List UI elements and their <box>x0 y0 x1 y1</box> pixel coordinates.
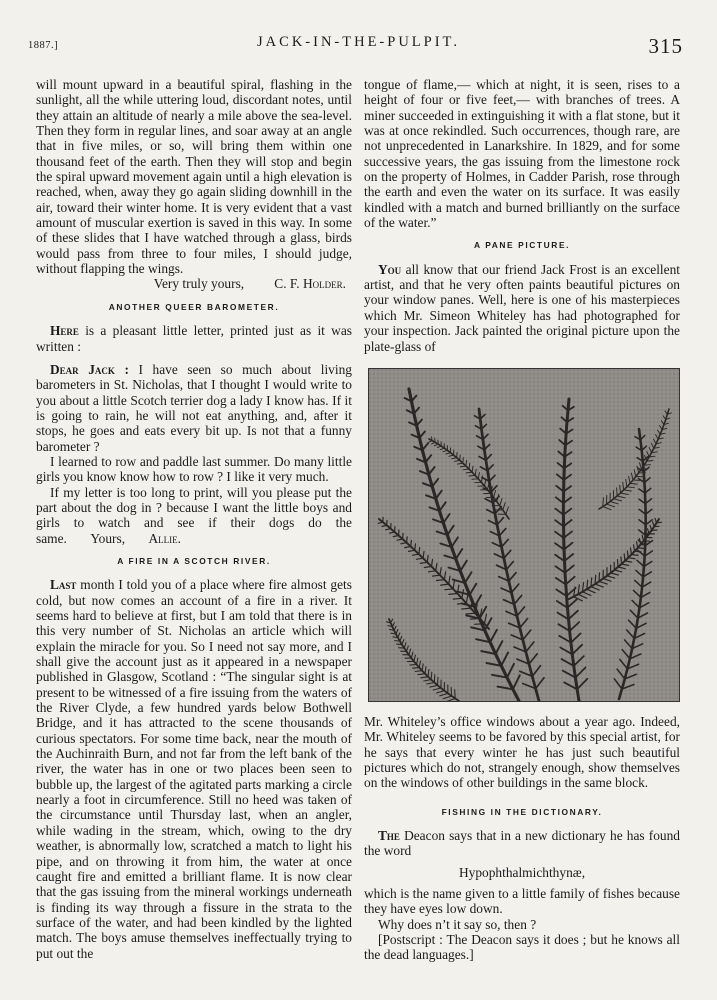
paragraph: Mr. Whiteley’s office windows about a year ago. Indeed, Mr. Whiteley seems to be favored by this special artist, for he says that every winter he has just such beautiful pictures which do not, strangely enough, show themselves on the windows of other buildings in the same block. <box>364 713 680 791</box>
frond-leaf <box>621 557 622 564</box>
letter-paragraph <box>36 485 352 546</box>
signature: C. F. Holder. <box>274 276 346 292</box>
letter-paragraph: I learned to row and paddle last summer. Do many little girls you know know how to row ? I like it very much. <box>36 453 352 485</box>
frond-leaf <box>455 690 456 699</box>
frond-leaf <box>618 559 619 566</box>
frond-leaf <box>627 551 628 558</box>
frond-leaf <box>453 598 462 599</box>
frost-fern-drawing <box>369 369 679 701</box>
paragraph-text: is a pleasant little letter, printed just as it was written : <box>36 323 352 354</box>
frond-leaf <box>466 613 475 614</box>
signature: Allie. <box>148 530 182 546</box>
paragraph <box>364 262 680 354</box>
frond-leaf <box>475 624 485 625</box>
left-column <box>36 77 352 961</box>
paragraph: which is the name given to a little family of fishes because they have eyes low down. <box>364 885 680 917</box>
paragraph-text: month I told you of a place where fire almost gets cold, but now comes an account of a fire in a river. It seems hard to believe at first, but I am told that there is in this very number of St. Nicholas an article which will explain the miracle for you. So I need not say more, and I shall give the account just as it appeared in a newspaper published in Glasgow, Scotland : “The singular sight is at present to be witnessed of a fire issuing from the waters of the River Clyde, a few hundred yards below Bothwell Bridge, and it has attracted to the scene thousands of curious spectators. For some time back, near the mouth of the Auchinraith Burn, and not far from the left bank of the river, the water has in one or two places been seen to bubble up, the largest of the agitated parts marking a circle nearly a foot in circumference. Still no heed was taken of the circumstance until Thursday last, when an angler, while wading in the stream, which, owing to the dry weather, is abnormally low, scratched a match to light his pipe, and on throwing it from him, the water at once caught fire and emitted a brilliant flame. It is now clear that the gas issuing from the mineral workings underneath is finding its way through a fissure in the strata to the surface of the water, and had been kindled by the lighted match. The boys amuse themselves ineffectually trying to put out the <box>36 577 352 961</box>
frond-leaf <box>595 575 596 584</box>
frond-leaf <box>457 603 466 604</box>
lead-word: Here <box>50 323 79 339</box>
frond-leaf <box>413 667 420 668</box>
paragraph-text: Deacon says that in a new dictionary he has found the word <box>364 827 680 859</box>
lead-word: Last <box>50 577 77 593</box>
frond-leaf <box>434 675 435 683</box>
postscript: [Postscript : The Deacon says it does ; but he knows all the dead languages.] <box>364 931 680 963</box>
paragraph-text: all know that our friend Jack Frost is an excellent artist, and that he very often paints beautiful pictures on your window panes. Well, here is one of his masterpieces which Mr. Simeon Whiteley has had photographed for your inspection. Jack painted the original picture upon the plate-glass of <box>364 261 680 354</box>
frond-leaf <box>432 437 433 441</box>
frond-leaf <box>393 637 398 638</box>
paragraph: will mount upward in a beautiful spiral, flashing in the sunlight, all the while uttering loud, discordant notes, until they attain an altitude of nearly a mile above the sea-level. Then they form in regular lines, and soar away at an angle that in five miles, or so, will bring them within one thousand feet of the earth. Then they will stop and begin the spiral upward movement again until a high elevation is reached, when, away they go again sliding downhill in the air, toward their winter home. It is very evident that a vast amount of muscular exertion is saved in this way. In some of these slides that I have watched through a glass, birds would pass from three to four miles, I should judge, without flapping the wings. <box>36 77 352 277</box>
lead-word: You <box>378 261 402 277</box>
paragraph: tongue of flame,— which at night, it is seen, rises to a height of four or five feet,— with branches of trees. A miner succeeded in extinguishing it with a flat stone, but it was at once rekindled. Such occurrences, though rare, are not unprecedented in Lanarkshire. In 1829, and for some successive years, the gas issuing from the limestone rock on the property of Holmes, in Cadder Parish, rose through the earth and even the water on its surface. It was easily kindled with a match and burned brilliantly on the surface of the water.” <box>364 77 680 231</box>
page-header <box>0 0 717 70</box>
spacer <box>36 354 352 362</box>
lead-word: The <box>378 827 400 843</box>
section-heading: A PANE PICTURE. <box>473 240 571 251</box>
salutation: Dear Jack : <box>50 361 129 377</box>
frond-leaf <box>617 488 618 496</box>
paragraph: Why does n’t it say so, then ? <box>378 916 537 932</box>
frond-leaf <box>407 537 408 543</box>
frond-leaf <box>435 438 436 442</box>
letter-paragraph <box>36 362 352 454</box>
frond-leaf <box>438 677 439 685</box>
frond-leaf <box>603 498 604 507</box>
running-title: JACK-IN-THE-PULPIT. <box>257 34 460 50</box>
frond-leaf <box>403 533 404 539</box>
signoff: Very truly yours, <box>153 276 245 292</box>
frond-leaf <box>638 548 644 549</box>
frond-leaf <box>395 640 400 641</box>
frond-leaf <box>397 644 402 645</box>
paragraph-text: If my letter is too long to print, will you please put the part about the dog in ? because I want the little boys and girls to watch and see if their dogs do the same. <box>36 484 352 546</box>
paragraph <box>364 828 680 859</box>
frond-leaf <box>624 554 625 561</box>
frost-fern-image <box>368 368 680 702</box>
signoff-line <box>36 276 352 291</box>
frond-leaf <box>647 460 653 461</box>
frond-leaf <box>635 551 641 552</box>
paragraph <box>36 577 352 961</box>
right-column <box>364 77 680 963</box>
letter-close: Yours, <box>90 530 126 546</box>
frond-leaf <box>470 618 480 619</box>
section-heading: A FIRE IN A SCOTCH RIVER. <box>117 555 271 566</box>
frond-leaf <box>415 544 416 550</box>
section-heading: ANOTHER QUEER BAROMETER. <box>108 301 280 312</box>
frond-leaf <box>591 578 592 587</box>
page-number: 315 <box>648 34 683 58</box>
paragraph-text: I have seen so much about living barometers in St. Nicholas, that I thought I would write to you about a little Scotch terrier dog a lady I know has. If it is going to rain, he will not eat anything, and, after it stops, he goes and eats every bit up. Is not that a funny barometer ? <box>36 361 352 454</box>
frond-leaf <box>463 457 464 463</box>
frond-leaf <box>431 672 432 679</box>
frond-leaf <box>472 479 478 480</box>
frond-leaf <box>419 547 420 554</box>
frond-leaf <box>411 540 412 546</box>
frond-leaf <box>462 608 471 609</box>
section-heading: FISHING IN THE DICTIONARY. <box>441 806 603 817</box>
frond-leaf <box>469 475 475 476</box>
featured-word: Hypophthalmichthynæ, <box>458 864 586 880</box>
paragraph <box>36 323 352 354</box>
issue-date: 1887.] <box>28 40 59 51</box>
